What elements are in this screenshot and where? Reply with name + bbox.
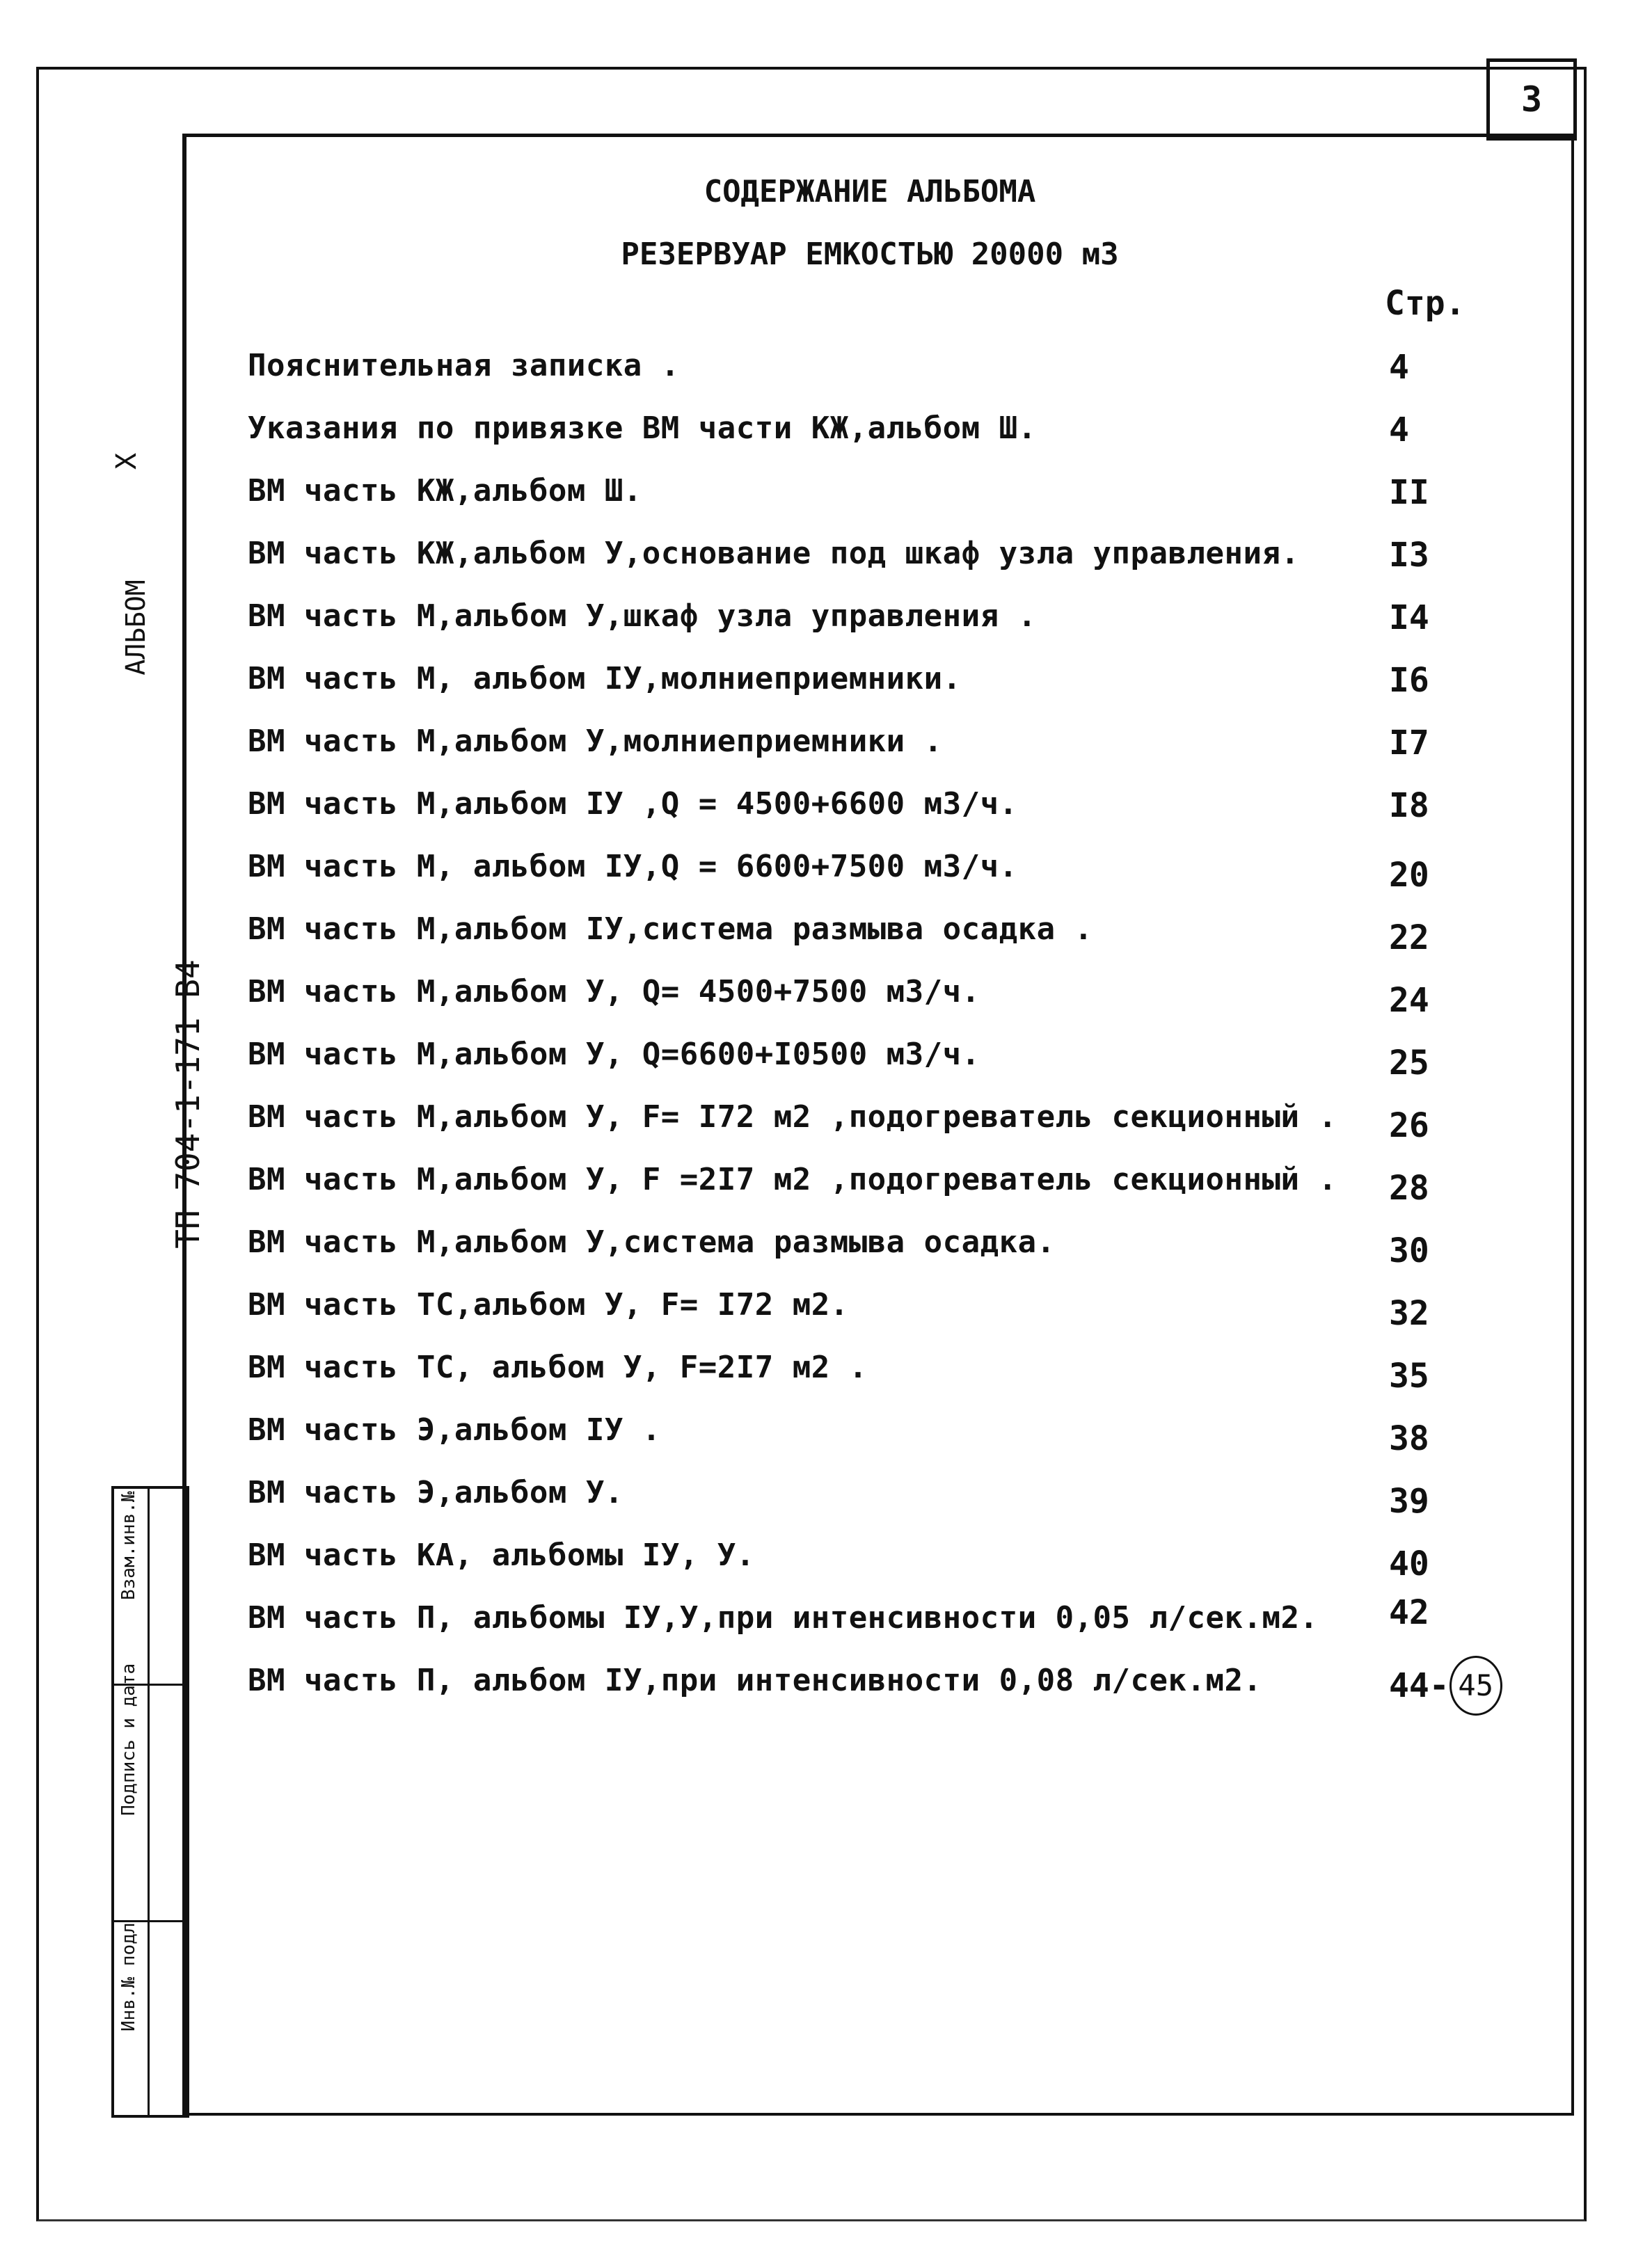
toc-page-range: [1389, 1656, 1502, 1716]
toc-page: II: [1389, 473, 1429, 512]
toc-entry: ВМ часть М,альбом У,система размыва осадка.: [248, 1224, 1056, 1260]
toc-page: 38: [1389, 1419, 1429, 1458]
toc-page: 30: [1389, 1231, 1429, 1270]
toc-page: 20: [1389, 856, 1429, 895]
toc-entry: ВМ часть ТС, альбом У, F=2I7 м2 .: [248, 1350, 868, 1385]
toc-entry: Указания по привязке ВМ части КЖ,альбом Ш.: [248, 410, 1037, 446]
toc-entry: ВМ часть М,альбом У, Q=6600+I0500 м3/ч.: [248, 1037, 980, 1072]
toc-page: 25: [1389, 1044, 1429, 1083]
toc-page: 40: [1389, 1544, 1429, 1583]
toc-entry: ВМ часть КА, альбомы IУ, У.: [248, 1538, 755, 1573]
toc-entry: ВМ часть М,альбом У, Q= 4500+7500 м3/ч.: [248, 974, 980, 1009]
spine-document-code: ТП 704-1-171 В4: [169, 959, 207, 1249]
stamp-label-replacement: Взам.инв.№: [118, 1491, 139, 1600]
stamp-cell: [114, 1920, 186, 2112]
toc-page: 35: [1389, 1357, 1429, 1396]
page-number: 3: [1486, 58, 1577, 141]
toc-page: 32: [1389, 1294, 1429, 1333]
circled-page-number: 45: [1450, 1656, 1502, 1716]
toc-entry: ВМ часть Э,альбом У.: [248, 1475, 624, 1510]
toc-entry: ВМ часть М,альбом У, F= I72 м2 ,подогреватель секционный .: [248, 1099, 1337, 1135]
toc-page: I8: [1389, 786, 1429, 825]
spine-album-label: АЛЬБОМ: [120, 580, 151, 676]
toc-entry: ВМ часть М,альбом IУ ,Q = 4500+6600 м3/ч.: [248, 786, 1018, 822]
toc-entry: ВМ часть М, альбом IУ,молниеприемники.: [248, 661, 962, 696]
toc-entry: ВМ часть М,альбом У, F =2I7 м2 ,подогреватель секционный .: [248, 1162, 1337, 1197]
toc-page: 4: [1389, 348, 1409, 387]
spine-album-number: X: [111, 452, 143, 470]
stamp-label-inventory: Инв.№ подл: [118, 1922, 139, 2031]
stamp-block: [111, 1486, 189, 2118]
toc-page: 24: [1389, 981, 1429, 1020]
page-column-header: Стр.: [1385, 284, 1466, 323]
document-subtitle: РЕЗЕРВУАР ЕМКОСТЬЮ 20000 м3: [621, 237, 1119, 272]
toc-entry: Пояснительная записка .: [248, 348, 680, 383]
toc-page: 39: [1389, 1482, 1429, 1521]
toc-page: 22: [1389, 918, 1429, 957]
toc-entry: ВМ часть М,альбом У,шкаф узла управления .: [248, 598, 1037, 634]
document-title: СОДЕРЖАНИЕ АЛЬБОМА: [704, 174, 1036, 209]
toc-entry: ВМ часть П, альбом IУ,при интенсивности 0,08 л/сек.м2.: [248, 1663, 1262, 1698]
toc-page: I6: [1389, 661, 1429, 700]
toc-entry: ВМ часть КЖ,альбом У,основание под шкаф узла управления.: [248, 536, 1300, 571]
stamp-cell: [114, 1489, 186, 1686]
toc-page: 26: [1389, 1106, 1429, 1145]
stamp-label-signature: Подпись и дата: [118, 1663, 139, 1816]
toc-page: I3: [1389, 536, 1429, 575]
toc-entry: ВМ часть П, альбомы IУ,У,при интенсивности 0,05 л/сек.м2.: [248, 1600, 1319, 1636]
toc-page: I7: [1389, 724, 1429, 762]
toc-entry: ВМ часть М,альбом У,молниеприемники .: [248, 724, 943, 759]
stamp-cell: [114, 1663, 186, 1922]
toc-page: I4: [1389, 598, 1429, 637]
toc-entry: ВМ часть ТС,альбом У, F= I72 м2.: [248, 1287, 849, 1323]
toc-page: 44-: [1389, 1666, 1450, 1705]
toc-page: 28: [1389, 1169, 1429, 1208]
toc-page: 42: [1389, 1593, 1429, 1632]
toc-entry: ВМ часть М,альбом IУ,система размыва осадка .: [248, 911, 1093, 947]
toc-entry: ВМ часть КЖ,альбом Ш.: [248, 473, 642, 509]
toc-page: 4: [1389, 410, 1409, 449]
toc-entry: ВМ часть Э,альбом IУ .: [248, 1412, 661, 1448]
toc-entry: ВМ часть М, альбом IУ,Q = 6600+7500 м3/ч.: [248, 849, 1018, 884]
